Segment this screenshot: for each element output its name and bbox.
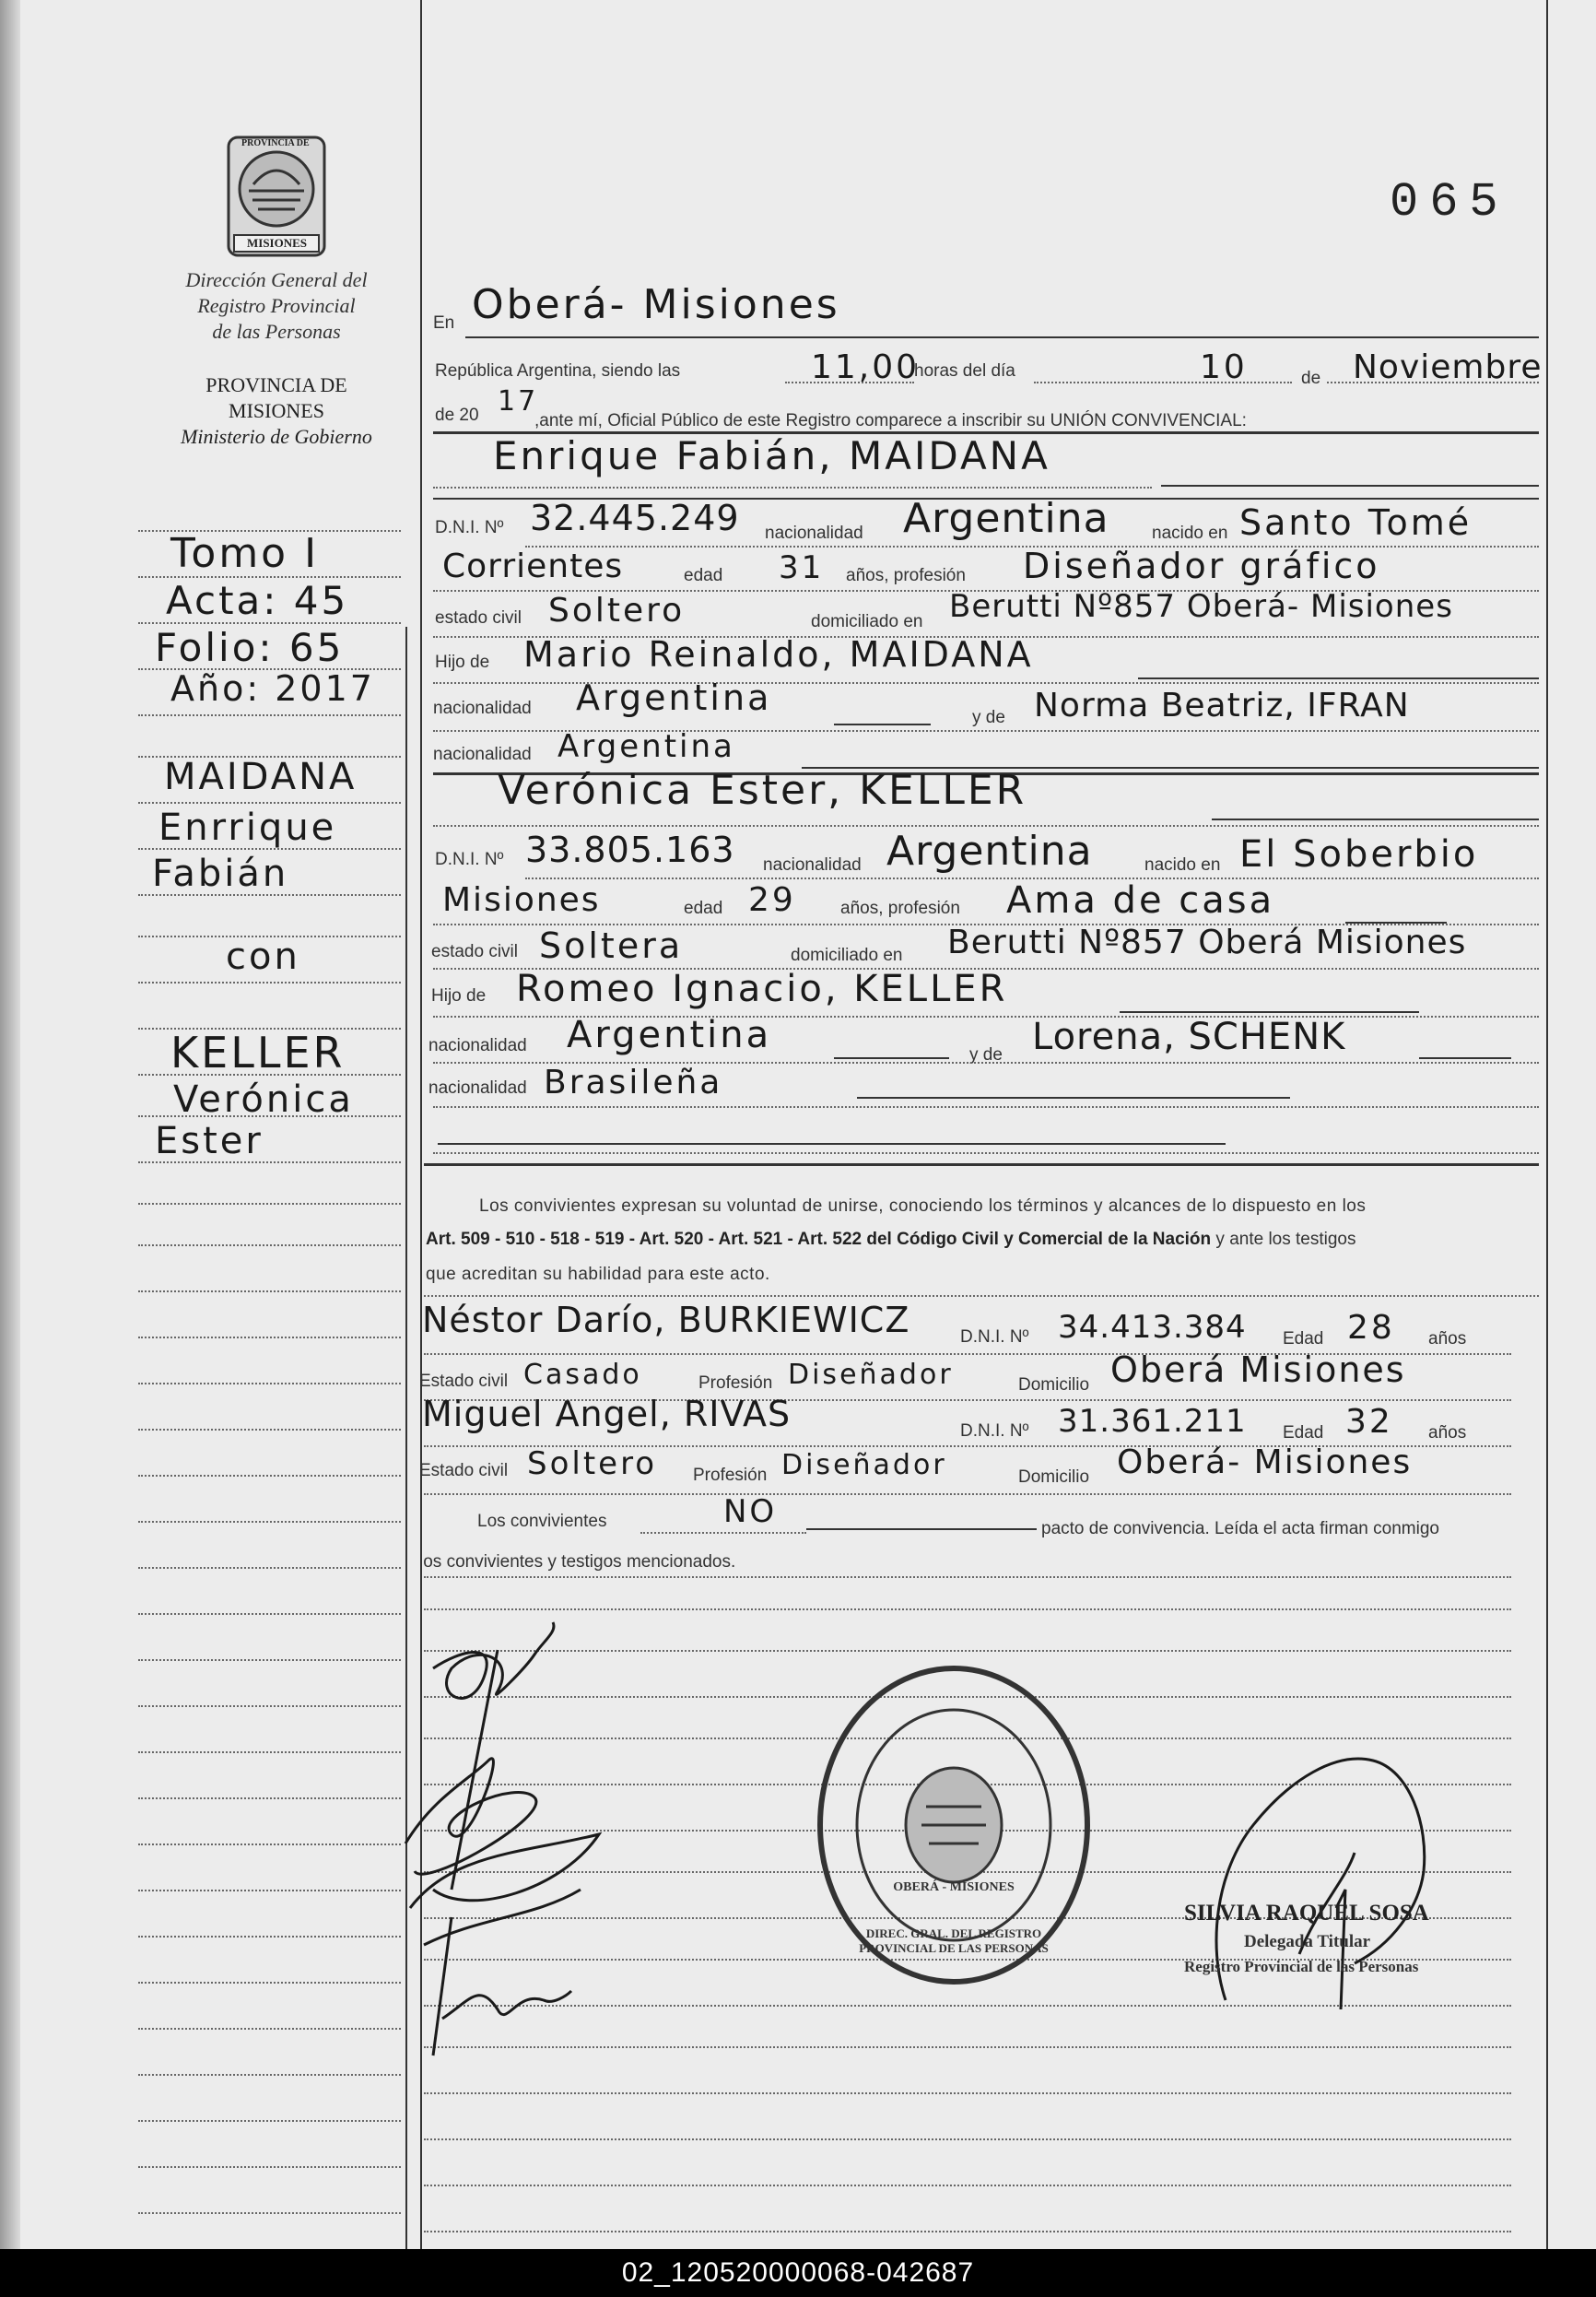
declaration-line3: que acreditan su habilidad para este acto. <box>426 1265 770 1284</box>
witness2-dni: 31.361.211 <box>1058 1403 1247 1440</box>
person1-madre-nacionalidad: Argentina <box>557 728 735 765</box>
margin-tomo: Tomo I <box>170 530 320 577</box>
person1-profesion: Diseñador gráfico <box>1023 546 1380 586</box>
person1-padre: Mario Reinaldo, MAIDANA <box>523 634 1034 675</box>
act-month: Noviembre <box>1353 348 1543 386</box>
witness2-estado: Soltero <box>527 1445 658 1482</box>
label-nac-madre-2: nacionalidad <box>428 1078 527 1098</box>
official-title: Delegada Titular <box>1244 1932 1371 1951</box>
person2-profesion: Ama de casa <box>1006 879 1275 922</box>
person1-edad: 31 <box>779 549 825 586</box>
act-hour: 11,00 <box>811 348 921 386</box>
label-republica: República Argentina, siendo las <box>435 361 681 381</box>
witness1-edad: 28 <box>1347 1309 1395 1347</box>
margin-acta: Acta: 45 <box>166 578 349 623</box>
person1-nacionalidad: Argentina <box>903 495 1109 542</box>
label-nac-padre-2: nacionalidad <box>428 1036 527 1055</box>
margin-anio: Año: 2017 <box>170 668 375 709</box>
declaration-line2-rest: y ante los testigos <box>1211 1230 1356 1249</box>
margin-name1-first: Enrrique <box>158 807 337 849</box>
page-number: 065 <box>1390 175 1509 230</box>
margin-connector: con <box>226 936 300 978</box>
official-name: SILVIA RAQUEL SOSA <box>1184 1901 1429 1926</box>
witness1-name: Néstor Darío, BURKIEWICZ <box>422 1300 910 1340</box>
witness1-domicilio: Oberá Misiones <box>1110 1349 1406 1390</box>
margin-name2-surname: KELLER <box>170 1028 346 1078</box>
org-line-1: Dirección General del <box>185 268 368 291</box>
witness2-domicilio: Oberá- Misiones <box>1117 1443 1413 1481</box>
label-de-20: de 20 <box>435 406 479 425</box>
witness2-edad: 32 <box>1345 1403 1393 1441</box>
person1-estado: Soltero <box>548 592 686 630</box>
right-border <box>1546 0 1548 2249</box>
label-edad-1: edad <box>684 566 723 585</box>
person2-domicilio: Berutti Nº857 Oberá Misiones <box>947 924 1467 961</box>
person1-dni: 32.445.249 <box>530 498 740 538</box>
label-dni-2: D.N.I. Nº <box>435 850 504 869</box>
label-w1-domicilio: Domicilio <box>1018 1375 1090 1395</box>
person2-nacionalidad: Argentina <box>886 828 1093 875</box>
witness1-dni: 34.413.384 <box>1058 1309 1247 1346</box>
act-year-suffix: 17 <box>498 385 539 418</box>
label-hijo-2: Hijo de <box>431 986 487 1006</box>
witness1-profesion: Diseñador <box>788 1359 954 1391</box>
margin-folio: Folio: 65 <box>155 625 345 670</box>
margin-name1-second: Fabián <box>152 853 289 895</box>
org-line-2: Registro Provincial <box>197 294 356 317</box>
person1-nacido-2: Corrientes <box>442 548 624 585</box>
label-anos-prof-1: años, profesión <box>846 566 966 585</box>
label-nacido-1: nacido en <box>1152 524 1228 543</box>
label-w2-domicilio: Domicilio <box>1018 1467 1090 1487</box>
label-w1-dni: D.N.I. Nº <box>960 1327 1029 1347</box>
witness2-name: Miguel Angel, RIVAS <box>422 1394 792 1434</box>
label-w2-edad: Edad <box>1283 1423 1324 1443</box>
person2-nacido-1: El Soberbio <box>1239 833 1479 876</box>
label-w1-profesion: Profesión <box>698 1373 773 1393</box>
label-y-de-2: y de <box>969 1045 1003 1065</box>
label-estado-2: estado civil <box>431 942 518 961</box>
person2-madre: Lorena, SCHENK <box>1032 1016 1346 1058</box>
label-en: En <box>433 313 455 333</box>
label-estado-1: estado civil <box>435 608 522 628</box>
label-pact-convivientes: Los convivientes <box>477 1512 607 1531</box>
label-anos-prof-2: años, profesión <box>840 899 960 918</box>
person2-padre: Romeo Ignacio, KELLER <box>516 968 1008 1010</box>
org-line-3: de las Personas <box>212 320 341 343</box>
label-nac-madre-1: nacionalidad <box>433 745 532 764</box>
label-de-month: de <box>1301 369 1321 388</box>
label-pact-text: pacto de convivencia. Leída el acta firman conmigo <box>1041 1519 1439 1538</box>
logo-text-bottom: MISIONES <box>247 236 308 250</box>
label-domicilio-2: domiciliado en <box>791 946 903 965</box>
label-edad-2: edad <box>684 899 723 918</box>
label-hijo-1: Hijo de <box>435 653 490 672</box>
person1-nacido-1: Santo Tomé <box>1239 502 1473 543</box>
label-nacido-2: nacido en <box>1144 855 1221 875</box>
label-w1-estado: Estado civil <box>419 1372 509 1391</box>
label-w2-dni: D.N.I. Nº <box>960 1421 1029 1441</box>
label-dni-1: D.N.I. Nº <box>435 518 504 537</box>
person2-edad: 29 <box>748 881 796 919</box>
logo-text-top: PROVINCIA DE <box>241 138 310 148</box>
person2-madre-nacionalidad: Brasileña <box>544 1064 723 1101</box>
label-w2-anos: años <box>1428 1423 1467 1443</box>
label-w2-estado: Estado civil <box>419 1461 509 1480</box>
stamp-ring-text: DIREC. GRAL. DEL REGISTRO PROVINCIAL DE LAS PERSONAS <box>859 1926 1049 1955</box>
margin-name2-first: Verónica <box>173 1078 354 1121</box>
ministry-name: Ministerio de Gobierno <box>181 425 372 448</box>
declaration-line1: Los convivientes expresan su voluntad de unirse, conociendo los términos y alcances de lo dispuesto en los <box>479 1196 1367 1216</box>
stamp-inner-text: OBERÁ - MISIONES <box>893 1880 1015 1894</box>
act-place: Oberá- Misiones <box>472 281 840 328</box>
person2-estado: Soltera <box>539 925 684 966</box>
label-y-de-1: y de <box>972 708 1005 727</box>
convivientes-signatures <box>396 1613 636 2074</box>
pact-line2: los convivientes y testigos mencionados. <box>419 1552 736 1572</box>
person2-nacido-2: Misiones <box>442 881 601 919</box>
label-nacionalidad-1: nacionalidad <box>765 524 863 543</box>
person1-name: Enrique Fabián, MAIDANA <box>493 433 1050 478</box>
act-day: 10 <box>1200 348 1248 386</box>
person2-name: Verónica Ester, KELLER <box>498 767 1027 814</box>
label-domicilio-1: domiciliado en <box>811 612 923 631</box>
province-line-2: MISIONES <box>229 399 324 422</box>
label-w1-anos: años <box>1428 1329 1467 1349</box>
person1-domicilio: Berutti Nº857 Oberá- Misiones <box>949 588 1453 625</box>
pact-value: NO <box>723 1493 778 1530</box>
witness2-profesion: Diseñador <box>781 1449 947 1481</box>
person2-dni: 33.805.163 <box>525 830 735 870</box>
person2-padre-nacionalidad: Argentina <box>567 1014 772 1056</box>
label-horas-del-dia: horas del día <box>914 361 1015 381</box>
label-ante-mi: ,ante mí, Oficial Público de este Registro comparece a inscribir su UNIÓN CONVIVENCIAL: <box>534 411 1247 430</box>
official-signature <box>1198 1724 1474 2037</box>
person1-padre-nacionalidad: Argentina <box>576 677 772 718</box>
label-nacionalidad-2: nacionalidad <box>763 855 862 875</box>
scan-footer-code: 02_120520000068-042687 <box>0 2249 1596 2297</box>
label-nac-padre-1: nacionalidad <box>433 699 532 718</box>
label-w1-edad: Edad <box>1283 1329 1324 1349</box>
label-w2-profesion: Profesión <box>693 1466 768 1485</box>
official-office: Registro Provincial de las Personas <box>1184 1958 1419 1975</box>
province-line-1: PROVINCIA DE <box>205 373 347 396</box>
margin-name2-second: Ester <box>155 1120 264 1162</box>
declaration-articles: Art. 509 - 510 - 518 - 519 - Art. 520 - Art. 521 - Art. 522 del Código Civil y Comercial de la Nación <box>426 1230 1212 1249</box>
witness1-estado: Casado <box>523 1359 642 1391</box>
margin-name1-surname: MAIDANA <box>164 756 358 798</box>
person1-madre: Norma Beatriz, IFRAN <box>1034 687 1410 724</box>
